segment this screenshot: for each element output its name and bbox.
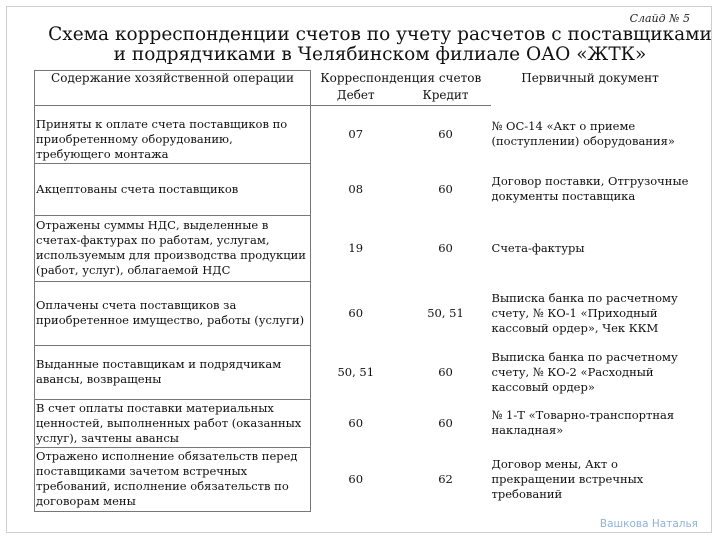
document-cell: Выписка банка по расчетному счету, № КО-1 «Приходный кассовый ордер», Чек ККМ [491,290,678,335]
slide-number: Слайд № 5 [629,12,690,25]
debit-cell: 60 [348,305,364,320]
table-row [35,399,690,447]
debit-cell: 19 [348,240,364,255]
credit-cell: 60 [438,181,453,196]
page-title [40,25,720,65]
header-correspondence: Корреспонденция счетов [320,70,482,85]
header-document: Первичный документ [521,70,659,85]
table-row [35,215,690,281]
table-row [35,105,690,163]
title-line-1: Схема корреспонденции счетов по учету расчетов с поставщиками [48,24,712,45]
debit-cell: 07 [348,126,364,141]
footer-author: Вашкова Наталья [599,518,698,530]
debit-cell: 60 [348,415,364,430]
credit-cell: 50, 51 [427,305,464,320]
table-row [35,281,690,345]
credit-cell: 60 [438,126,453,141]
table-row [35,447,690,511]
operation-cell: Выданные поставщикам и подрядчикам авансы, возвращены [35,345,311,399]
header-credit: Кредит [401,88,491,106]
accounts-table [34,70,690,512]
document-cell: Договор мены, Акт о прекращении встречных требований [491,456,644,501]
document-cell: Счета-фактуры [491,240,585,255]
operation-cell: Оплачены счета поставщиков за приобретенное имущество, работы (услуги) [35,281,311,345]
title-line-2: и подрядчиками в Челябинском филиале ОАО «ЖТК» [113,44,647,65]
credit-cell: 60 [438,364,453,379]
credit-cell: 62 [438,471,453,486]
operation-cell: Отражено исполнение обязательств перед поставщиками зачетом встречных требований, исполнение обязательств по договорам мены [35,447,311,511]
document-cell: Выписка банка по расчетному счету, № КО-2 «Расходный кассовый ордер» [491,349,678,394]
document-cell: № ОС-14 «Акт о приеме (поступлении) оборудования» [491,119,675,148]
operation-cell: Отражены суммы НДС, выделенные в счетах-фактурах по работам, услугам, используемым для производства продукции (работ, услуг), облагаемой НДС [35,215,311,281]
debit-cell: 08 [348,181,364,196]
header-operation: Содержание хозяйственной операции [35,71,311,106]
table-row [35,163,690,215]
document-cell: Договор поставки, Отгрузочные документы поставщика [491,174,689,203]
credit-cell: 60 [438,240,453,255]
table-row [35,345,690,399]
operation-cell: Приняты к оплате счета поставщиков по приобретенному оборудованию, требующего монтажа [35,105,311,163]
credit-cell: 60 [438,415,453,430]
operation-cell: В счет оплаты поставки материальных ценностей, выполненных работ (оказанных услуг), зачтены авансы [35,399,311,447]
debit-cell: 60 [348,471,364,486]
document-cell: № 1-Т «Товарно-транспортная накладная» [491,408,675,437]
debit-cell: 50, 51 [337,364,375,379]
header-debit: Дебет [311,88,401,106]
operation-cell: Акцептованы счета поставщиков [35,163,311,215]
